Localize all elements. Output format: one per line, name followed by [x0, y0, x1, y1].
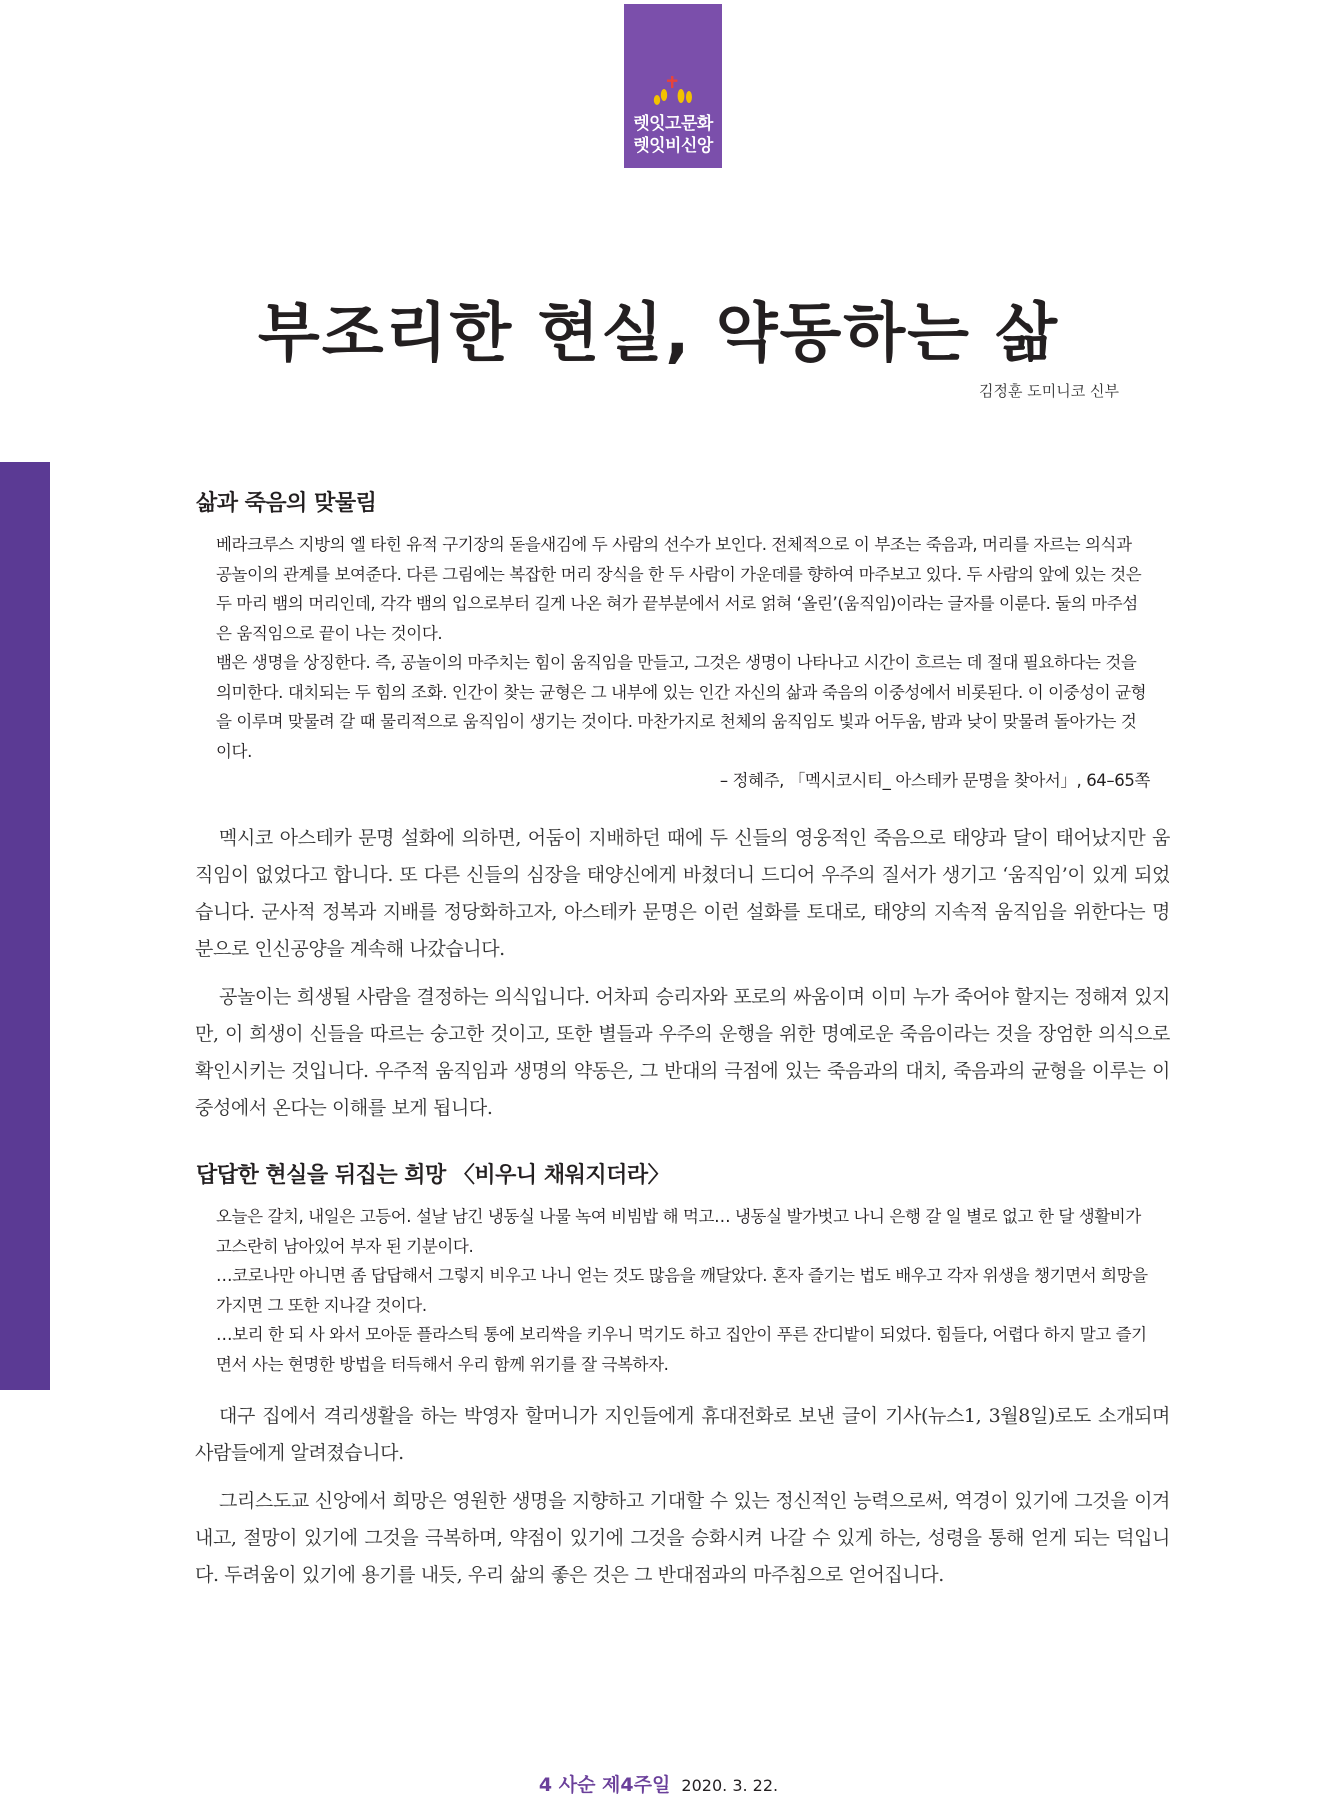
quote-source: – 정혜주, 「멕시코시티_ 아스테카 문명을 찾아서」, 64–65쪽: [719, 771, 1150, 790]
section-logo-tab: [624, 4, 722, 168]
body-paragraph: 멕시코 아스테카 문명 설화에 의하면, 어둠이 지배하던 때에 두 신들의 영웅적인 죽음으로 태양과 달이 태어났지만 움직임이 없었다고 합니다. 또 다른 신들의 심장을 태양신에게 바쳤더니 드디어 우주의 질서가 생기고 ‘움직임’이 있게 되었습니다. 군사적 정복과 지배를 정당화하고자, 아스테카 문명은 이런 설화를 토대로, 태양의 지속적 움직임을 위한다는 명분으로 인신공양을 계속해 나갔습니다.: [195, 827, 1170, 960]
logo-line-2: 렛잇비신앙: [633, 136, 713, 156]
logo-line-1: 렛잇고문화: [633, 114, 713, 134]
footer-issue: 4 사순 제4주일: [538, 1774, 671, 1796]
article-title: 부조리한 현실, 약동하는 삶: [257, 297, 1060, 371]
section2-heading: 답답한 현실을 뒤집는 희망 〈비우니 채워지더라〉: [196, 1163, 670, 1188]
quote-paragraph: 뱀은 생명을 상징한다. 즉, 공놀이의 마주치는 힘이 움직임을 만들고, 그것은 생명이 나타나고 시간이 흐르는 데 절대 필요하다는 것을 의미한다. 대치되는 두 힘의 조화. 인간이 찾는 균형은 그 내부에 있는 인간 자신의 삶과 죽음의 이중성에서 비롯된다. 이 이중성이 균형을 이루며 맞물려 갈 때 물리적으로 움직임이 생기는 것이다. 마찬가지로 천체의 움직임도 빛과 어두움, 밤과 낮이 맞물려 돌아가는 것이다.: [216, 653, 1147, 761]
candles-cross-icon: [651, 74, 695, 108]
quote-paragraph: …보리 한 되 사 와서 모아둔 플라스틱 통에 보리싹을 키우니 먹기도 하고 집안이 푸른 잔디밭이 되었다. 힘들다, 어렵다 하지 말고 즐기면서 사는 현명한 방법을 터득해서 우리 함께 위기를 잘 극복하자.: [216, 1325, 1147, 1374]
page-footer: [0, 1770, 1317, 1797]
section2-body: [195, 1398, 1170, 1605]
body-paragraph: 대구 집에서 격리생활을 하는 박영자 할머니가 지인들에게 휴대전화로 보낸 글이 기사(뉴스1, 3월8일)로도 소개되며 사람들에게 알려졌습니다.: [195, 1405, 1170, 1464]
section2-quote: [216, 1202, 1150, 1379]
footer-date: 2020. 3. 22.: [681, 1776, 779, 1795]
quote-paragraph: 오늘은 갈치, 내일은 고등어. 설날 남긴 냉동실 나물 녹여 비빔밥 해 먹고… 냉동실 발가벗고 나니 은행 갈 일 별로 없고 한 달 생활비가 고스란히 남아있어 부자 된 기분이다.: [216, 1207, 1141, 1256]
quote-paragraph: …코로나만 아니면 좀 답답해서 그렇지 비우고 나니 얻는 것도 많음을 깨달았다. 혼자 즐기는 법도 배우고 각자 위생을 챙기면서 희망을 가지면 그 또한 지나갈 것이다.: [216, 1266, 1148, 1315]
body-paragraph: 공놀이는 희생될 사람을 결정하는 의식입니다. 어차피 승리자와 포로의 싸움이며 이미 누가 죽어야 할지는 정해져 있지만, 이 희생이 신들을 따르는 숭고한 것이고, 또한 별들과 우주의 운행을 위한 명예로운 죽음이라는 것을 장엄한 의식으로 확인시키는 것입니다. 우주적 움직임과 생명의 약동은, 그 반대의 극점에 있는 죽음과의 대치, 죽음과의 균형을 이루는 이중성에서 온다는 이해를 보게 됩니다.: [195, 986, 1170, 1119]
section1-quote: [216, 530, 1150, 796]
section1-body: [195, 820, 1170, 1138]
side-accent-bar: [0, 462, 50, 1390]
body-paragraph: 그리스도교 신앙에서 희망은 영원한 생명을 지향하고 기대할 수 있는 정신적인 능력으로써, 역경이 있기에 그것을 이겨내고, 절망이 있기에 그것을 극복하며, 약점이 있기에 그것을 승화시켜 나갈 수 있게 하는, 성령을 통해 얻게 되는 덕입니다. 두려움이 있기에 용기를 내듯, 우리 삶의 좋은 것은 그 반대점과의 마주침으로 얻어집니다.: [195, 1490, 1170, 1586]
quote-paragraph: 베라크루스 지방의 엘 타힌 유적 구기장의 돋을새김에 두 사람의 선수가 보인다. 전체적으로 이 부조는 죽음과, 머리를 자르는 의식과 공놀이의 관계를 보여준다. 다른 그림에는 복잡한 머리 장식을 한 두 사람이 가운데를 향하여 마주보고 있다. 두 사람의 앞에 있는 것은 두 마리 뱀의 머리인데, 각각 뱀의 입으로부터 길게 나온 혀가 끝부분에서 서로 얽혀 ‘올린’(움직임)이라는 글자를 이룬다. 둘의 마주섬은 움직임으로 끝이 나는 것이다.: [216, 535, 1142, 643]
section1-heading: 삶과 죽음의 맞물림: [196, 491, 377, 516]
article-author: 김정훈 도미니코 신부: [979, 382, 1119, 400]
